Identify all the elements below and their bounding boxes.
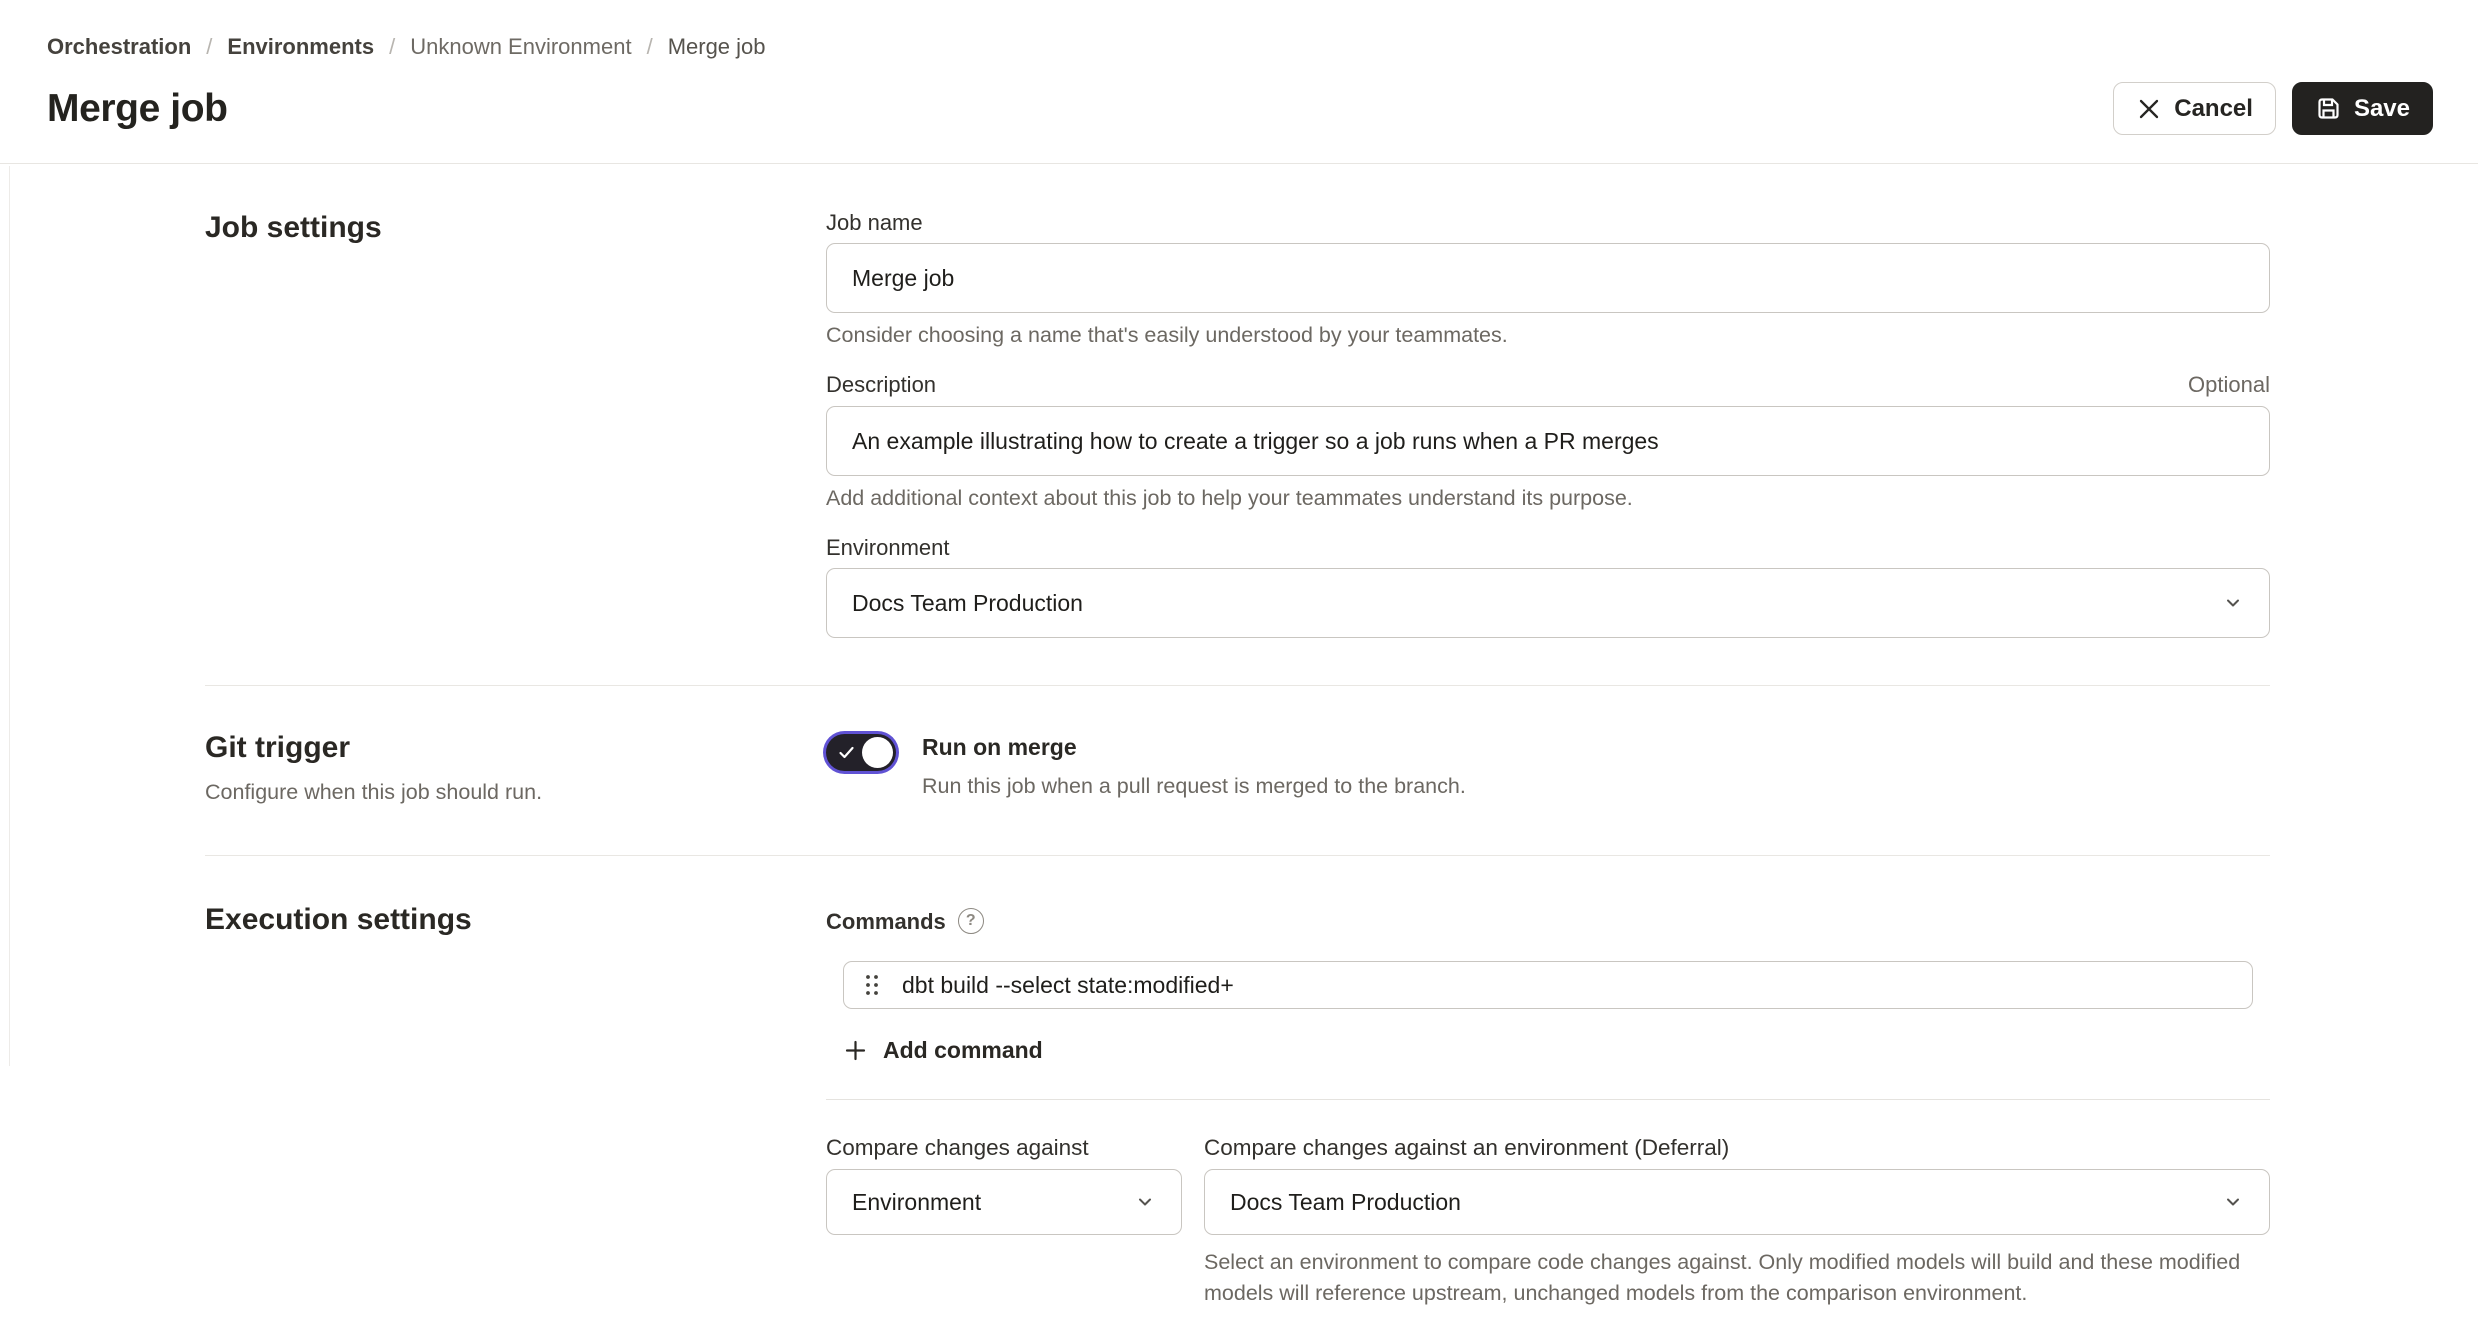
environment-label: Environment bbox=[826, 535, 950, 560]
run-on-merge-label: Run on merge bbox=[922, 734, 1077, 760]
description-optional-badge: Optional bbox=[2188, 372, 2270, 397]
git-trigger-subtext: Configure when this job should run. bbox=[205, 780, 543, 804]
command-text[interactable]: dbt build --select state:modified+ bbox=[902, 971, 1234, 998]
breadcrumb-separator: / bbox=[389, 34, 396, 59]
commands-label-row bbox=[826, 908, 2270, 934]
compare-changes-select-value: Environment bbox=[852, 1188, 982, 1215]
job-name-input[interactable] bbox=[826, 243, 2270, 313]
deferral-helper: Select an environment to compare code changes against. Only modified models will build and these modified models will reference upstream, unchanged models from the comparison environment. bbox=[1204, 1250, 2241, 1305]
job-settings-form bbox=[205, 164, 2270, 1337]
compare-changes-label: Compare changes against bbox=[826, 1135, 1089, 1160]
breadcrumb-orchestration[interactable]: Orchestration bbox=[47, 34, 192, 59]
job-name-field-group bbox=[826, 210, 2270, 348]
breadcrumb-unknown-environment[interactable]: Unknown Environment bbox=[410, 34, 632, 59]
page-title: Merge job bbox=[47, 86, 228, 130]
breadcrumb-separator: / bbox=[206, 34, 213, 59]
description-label: Description bbox=[826, 372, 937, 397]
breadcrumb-merge-job: Merge job bbox=[667, 34, 766, 59]
chevron-down-icon bbox=[2222, 1191, 2244, 1213]
execution-sub-divider bbox=[826, 1099, 2270, 1100]
environment-select[interactable] bbox=[826, 568, 2270, 638]
job-name-label: Job name bbox=[826, 210, 923, 235]
save-button-label: Save bbox=[2353, 94, 2410, 122]
breadcrumb bbox=[47, 34, 2433, 60]
add-command-button[interactable] bbox=[843, 1037, 1043, 1064]
section-execution-settings bbox=[205, 856, 2270, 1337]
environment-select-value: Docs Team Production bbox=[852, 589, 1083, 616]
close-icon bbox=[2136, 96, 2162, 122]
cancel-button[interactable] bbox=[2113, 82, 2276, 135]
execution-settings-heading: Execution settings bbox=[205, 903, 472, 936]
section-git-trigger bbox=[205, 686, 2270, 856]
add-command-label: Add command bbox=[883, 1037, 1043, 1063]
cancel-button-label: Cancel bbox=[2174, 94, 2253, 122]
save-button[interactable] bbox=[2292, 82, 2433, 135]
check-icon bbox=[837, 743, 856, 762]
breadcrumb-separator: / bbox=[646, 34, 653, 59]
help-icon[interactable]: ? bbox=[958, 908, 984, 934]
compare-changes-field-group bbox=[826, 1134, 1182, 1309]
chevron-down-icon bbox=[2222, 592, 2244, 614]
deferral-label: Compare changes against an environment (Deferral) bbox=[1204, 1135, 1730, 1160]
git-trigger-heading: Git trigger bbox=[205, 731, 351, 764]
title-row bbox=[47, 82, 2433, 163]
commands-label: Commands bbox=[826, 908, 946, 934]
header-actions bbox=[2113, 82, 2433, 135]
environment-field-group bbox=[826, 535, 2270, 638]
job-settings-heading: Job settings bbox=[205, 211, 382, 244]
run-on-merge-helper: Run this job when a pull request is merged to the branch. bbox=[922, 774, 1466, 798]
deferral-select-value: Docs Team Production bbox=[1230, 1188, 1461, 1215]
content-left-edge bbox=[9, 166, 10, 1066]
save-icon bbox=[2315, 95, 2342, 122]
compare-changes-select[interactable] bbox=[826, 1169, 1182, 1235]
section-job-settings bbox=[205, 164, 2270, 686]
plus-icon bbox=[843, 1038, 868, 1063]
deferral-environment-select[interactable] bbox=[1204, 1169, 2270, 1235]
description-helper: Add additional context about this job to help your teammates understand its purpose. bbox=[826, 486, 1633, 510]
page-header bbox=[0, 0, 2478, 164]
chevron-down-icon bbox=[1134, 1191, 1156, 1213]
description-field-group bbox=[826, 372, 2270, 511]
command-row[interactable] bbox=[843, 961, 2253, 1009]
drag-handle-icon[interactable] bbox=[864, 972, 880, 998]
description-input[interactable] bbox=[826, 406, 2270, 476]
compare-row bbox=[826, 1134, 2270, 1309]
deferral-field-group bbox=[1204, 1134, 2270, 1309]
job-name-helper: Consider choosing a name that's easily understood by your teammates. bbox=[826, 323, 1508, 347]
run-on-merge-toggle[interactable] bbox=[826, 734, 896, 771]
breadcrumb-environments[interactable]: Environments bbox=[227, 34, 375, 59]
run-on-merge-row bbox=[826, 730, 2270, 799]
toggle-knob bbox=[862, 737, 893, 768]
